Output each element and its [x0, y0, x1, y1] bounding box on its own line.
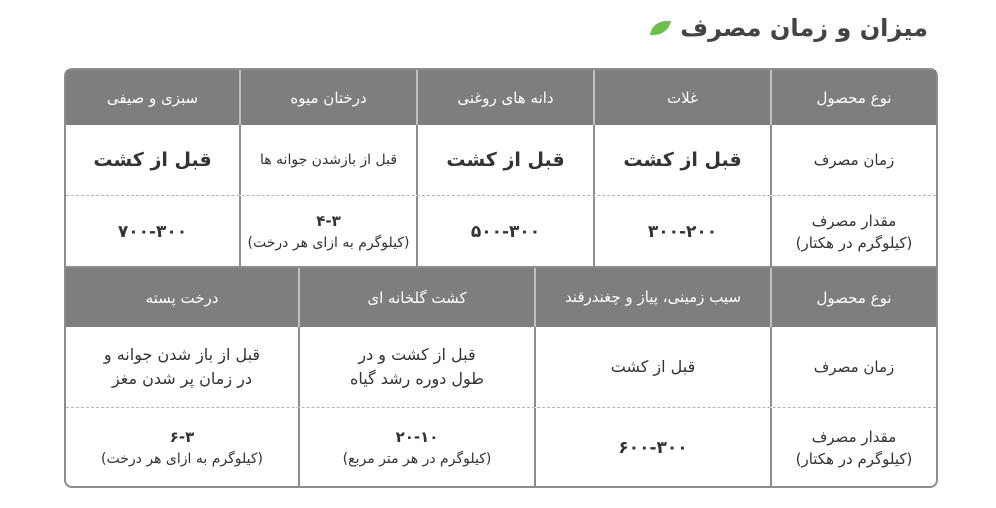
- time-vegetables: قبل از کشت: [66, 125, 241, 195]
- amount-unit: (کیلوگرم در هکتار): [795, 449, 913, 468]
- amount-greenhouse: ۲۰-۱۰: [395, 427, 439, 446]
- page-title-area: [648, 14, 928, 42]
- table-header-row: [66, 268, 936, 327]
- usage-table-1: [64, 68, 938, 268]
- header-potato-onion-beet: سیب زمینی، پیاز و چغندرقند: [536, 268, 772, 327]
- table-row-time: [66, 125, 936, 195]
- time-label: زمان مصرف: [813, 358, 895, 376]
- table-row-time: [66, 327, 936, 407]
- amount-cereals: ۳۰۰-۲۰۰: [595, 196, 772, 267]
- time-fruit-trees: قبل از بازشدن جوانه ها: [241, 125, 418, 195]
- time-pistachio: قبل از باز شدن جوانه و در زمان پر شدن مغز: [66, 327, 300, 407]
- header-fruit-trees: درختان میوه: [241, 70, 418, 125]
- time-label: زمان مصرف: [813, 151, 895, 169]
- amount-oilseeds: ۵۰۰-۳۰۰: [418, 196, 595, 267]
- time-cereals: قبل از کشت: [595, 125, 772, 195]
- time-greenhouse: قبل از کشت و در طول دوره رشد گیاه: [300, 327, 536, 407]
- time-oilseeds: قبل از کشت: [418, 125, 595, 195]
- amount-label: مقدار مصرف: [811, 427, 897, 446]
- amount-pistachio: ۶-۳: [169, 427, 195, 446]
- amount-pistachio-cell: [66, 408, 300, 487]
- amount-unit: (کیلوگرم در هکتار): [795, 233, 913, 252]
- usage-table-2: [64, 266, 938, 488]
- amount-label-cell: [772, 408, 936, 487]
- amount-fruit-trees-cell: [241, 196, 418, 267]
- table-header-row: [66, 70, 936, 125]
- header-greenhouse: کشت گلخانه ای: [300, 268, 536, 327]
- amount-pistachio-unit: (کیلوگرم به ازای هر درخت): [101, 450, 263, 467]
- amount-potato-onion-beet: ۶۰۰-۳۰۰: [536, 408, 772, 487]
- amount-greenhouse-cell: [300, 408, 536, 487]
- amount-fruit-trees-unit: (کیلوگرم به ازای هر درخت): [247, 234, 410, 251]
- header-crop-type: نوع محصول: [772, 70, 936, 125]
- header-cereals: غلات: [595, 70, 772, 125]
- leaf-icon: [648, 19, 672, 37]
- header-vegetables: سبزی و صیفی: [66, 70, 241, 125]
- header-oilseeds: دانه های روغنی: [418, 70, 595, 125]
- amount-label-cell: [772, 196, 936, 267]
- amount-vegetables: ۷۰۰-۳۰۰: [66, 196, 241, 267]
- amount-fruit-trees: ۴-۳: [316, 211, 341, 230]
- amount-label: مقدار مصرف: [811, 211, 897, 230]
- header-pistachio: درخت پسته: [66, 268, 300, 327]
- table-row-amount: [66, 195, 936, 267]
- amount-greenhouse-unit: (کیلوگرم در هر متر مربع): [342, 450, 492, 467]
- time-potato-onion-beet: قبل از کشت: [536, 327, 772, 407]
- table-row-amount: [66, 407, 936, 487]
- page-title: میزان و زمان مصرف: [680, 14, 928, 42]
- header-crop-type: نوع محصول: [772, 268, 936, 327]
